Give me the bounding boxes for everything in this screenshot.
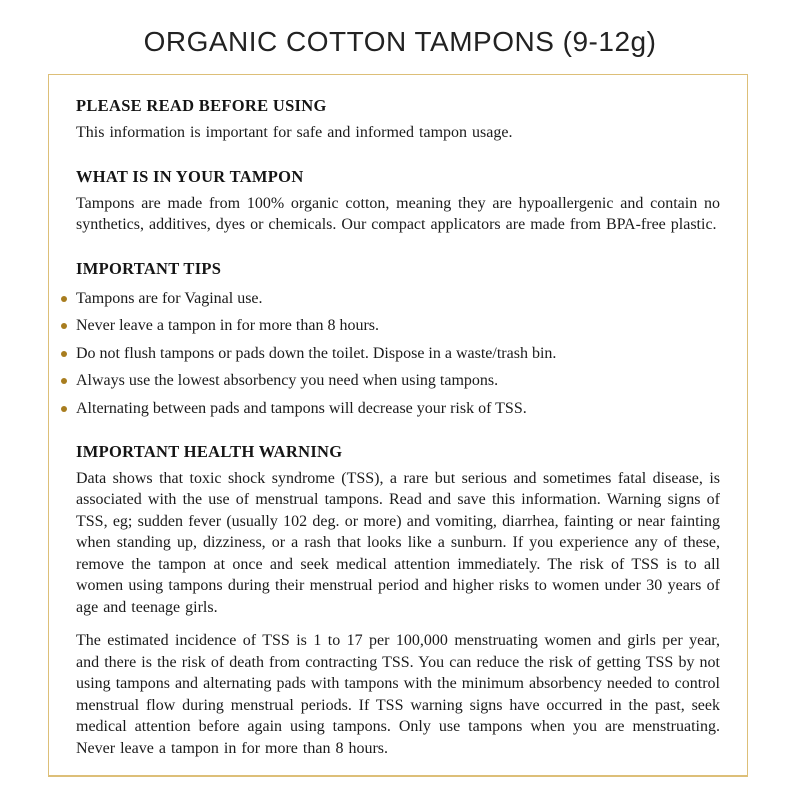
- section-paragraph: This information is important for safe and informed tampon usage.: [76, 124, 513, 141]
- bullet-icon: [61, 296, 67, 302]
- list-item: [61, 343, 720, 364]
- list-item-text: Alternating between pads and tampons will decrease your risk of TSS.: [76, 399, 527, 417]
- section-heading: IMPORTANT HEALTH WARNING: [76, 441, 343, 461]
- list-item-text: Always use the lowest absorbency you need when using tampons.: [76, 372, 499, 389]
- info-box: [48, 74, 748, 777]
- tips-list: [76, 288, 720, 419]
- section-heading: IMPORTANT TIPS: [76, 258, 222, 278]
- section-what-is-in-your-tampon: [76, 166, 720, 236]
- bullet-icon: [61, 323, 67, 329]
- bullet-icon: [61, 406, 67, 412]
- section-heading: WHAT IS IN YOUR TAMPON: [76, 166, 304, 186]
- bullet-icon: [61, 378, 67, 384]
- list-item: [61, 315, 720, 336]
- page-title: ORGANIC COTTON TAMPONS (9-12g): [143, 26, 657, 57]
- section-heading: PLEASE READ BEFORE USING: [76, 96, 327, 115]
- section-important-health-warning: [76, 441, 720, 760]
- list-item-text: Do not flush tampons or pads down the toilet. Dispose in a waste/trash bin.: [76, 344, 557, 362]
- bullet-icon: [61, 351, 67, 357]
- health-warning-paragraph-2: The estimated incidence of TSS is 1 to 17 per 100,000 menstruating women and girls per year, and there is the risk of death from contracting TSS. You can reduce the risk of getting TSS by not using tampons and alternating pads with tampons with the minimum absorbency needed to control menstrual flow during menstrual periods. If TSS warning signs have occurred in the past, seek medical attention before again using tampons. Only use tampons when you are menstruating. Never leave a tampon in for more than 8 hours.: [76, 632, 720, 757]
- list-item: [61, 288, 720, 309]
- section-important-tips: [76, 258, 720, 419]
- section-paragraph: Tampons are made from 100% organic cotton, meaning they are hypoallergenic and contain no synthetics, additives, dyes or chemicals. Our compact applicators are made from BPA-free plastic.: [76, 194, 720, 233]
- list-item: [61, 398, 720, 419]
- list-item-text: Tampons are for Vaginal use.: [76, 289, 263, 307]
- list-item-text: Never leave a tampon in for more than 8 hours.: [76, 317, 380, 334]
- list-item: [61, 370, 720, 391]
- health-warning-paragraph-1: Data shows that toxic shock syndrome (TSS), a rare but serious and sometimes fatal disease, is associated with the use of menstrual tampons. Read and save this information. Warning signs of TSS, eg; sudden fever (usually 102 deg. or more) and vomiting, diarrhea, fainting or near fainting when standing up, dizziness, or a rash that looks like a sunburn. If you experience any of these, remove the tampon at once and seek medical attention immediately. The risk of TSS is to all women using tampons during their menstrual period and higher risks to women under 30 years of age and teenage girls.: [76, 469, 720, 616]
- section-please-read-before-using: [76, 95, 720, 144]
